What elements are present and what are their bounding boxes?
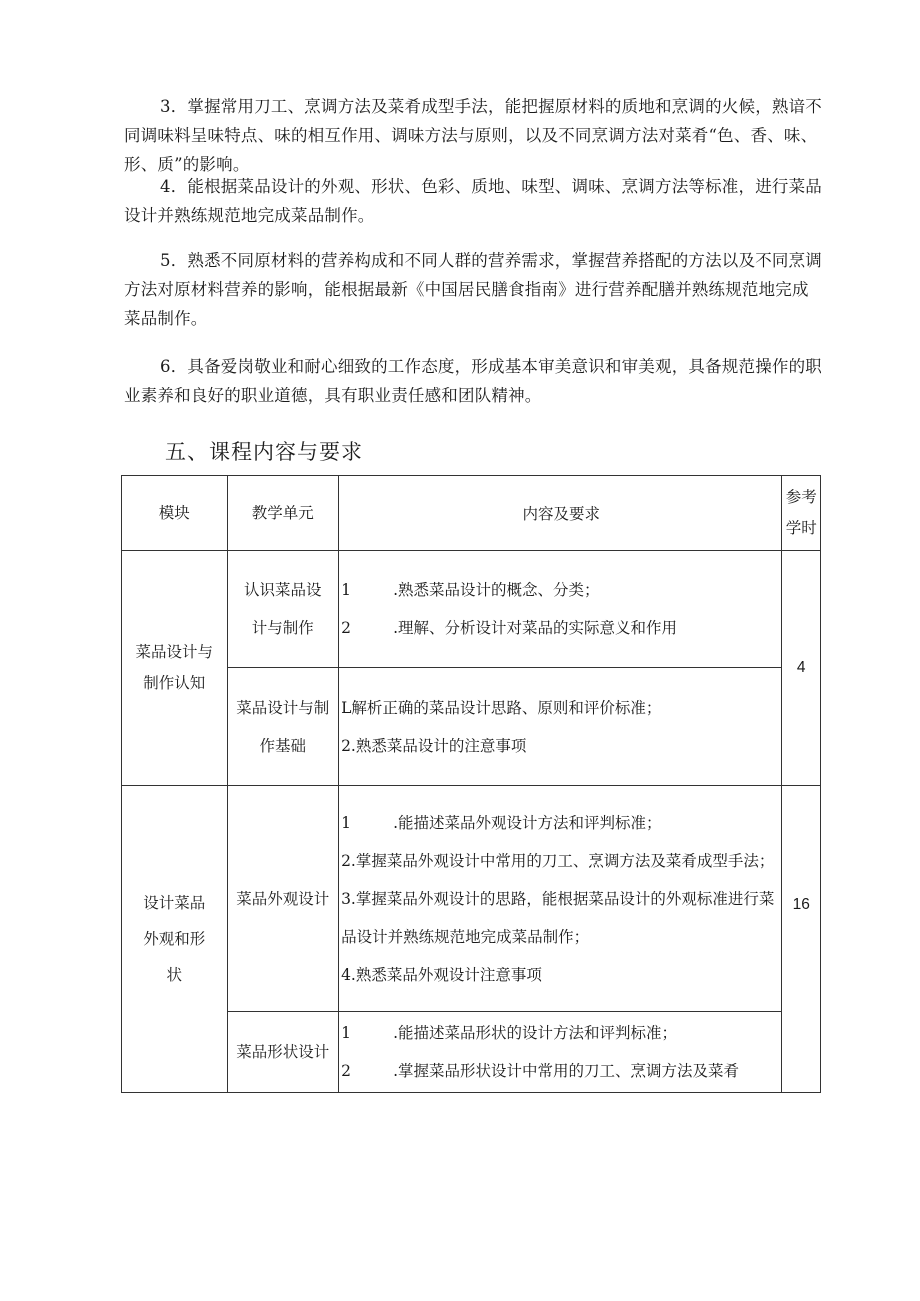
content-item: 3.掌握菜品外观设计的思路，能根据菜品设计的外观标准进行菜品设计并熟练规范地完成菜品制作； (341, 889, 775, 946)
content-item: 2.熟悉菜品设计的注意事项 (341, 736, 527, 755)
content-item: 4.熟悉菜品外观设计注意事项 (341, 965, 542, 984)
hours-cell: 16 (782, 786, 821, 1093)
section-title: 五、课程内容与要求 (165, 440, 363, 464)
table-row (122, 1012, 821, 1093)
paragraph-3: 3．掌握常用刀工、烹调方法及菜肴成型手法，能把握原材料的质地和烹调的火候，熟谙不同调味料呈味特点、味的相互作用、调味方法与原则，以及不同烹调方法对菜肴“色、香、味、形、质”的影响。 (124, 97, 822, 174)
content-item: 2 .理解、分析设计对菜品的实际意义和作用 (341, 619, 677, 637)
module-cell: 设计菜品外观和形状 (122, 786, 228, 1093)
content-item: 2.掌握菜品外观设计中常用的刀工、烹调方法及菜肴成型手法； (341, 851, 775, 870)
content-item: 1 .能描述菜品形状的设计方法和评判标准； (341, 1024, 677, 1042)
content-cell (339, 551, 782, 668)
paragraph-5: 5．熟悉不同原材料的营养构成和不同人群的营养需求，掌握营养搭配的方法以及不同烹调方法对原材料营养的影响，能根据最新《中国居民膳食指南》进行营养配膳并熟练规范地完成菜品制作。 (124, 251, 822, 328)
table-row (122, 551, 821, 668)
hours-cell: 4 (782, 551, 821, 786)
content-cell (339, 668, 782, 786)
content-item: L解析正确的菜品设计思路、原则和评价标准； (341, 698, 662, 717)
table-row (122, 786, 821, 1012)
content-item: 1 .熟悉菜品设计的概念、分类； (341, 581, 600, 599)
header-hours: 参考学时 (782, 476, 821, 551)
course-content-table (121, 475, 821, 1093)
content-cell (339, 786, 782, 1012)
content-cell (339, 1012, 782, 1093)
unit-cell: 认识菜品设计与制作 (227, 551, 339, 668)
table-row (122, 668, 821, 786)
header-unit: 教学单元 (227, 476, 339, 551)
header-content: 内容及要求 (339, 476, 782, 551)
unit-cell: 菜品外观设计 (227, 786, 339, 1012)
unit-cell: 菜品设计与制作基础 (227, 668, 339, 786)
header-module: 模块 (122, 476, 228, 551)
paragraph-6: 6．具备爱岗敬业和耐心细致的工作态度，形成基本审美意识和审美观，具备规范操作的职业素养和良好的职业道德，具有职业责任感和团队精神。 (124, 357, 822, 405)
unit-cell: 菜品形状设计 (227, 1012, 339, 1093)
module-cell: 菜品设计与制作认知 (122, 551, 228, 786)
paragraph-4: 4．能根据菜品设计的外观、形状、色彩、质地、味型、调味、烹调方法等标准，进行菜品设计并熟练规范地完成菜品制作。 (124, 177, 822, 225)
content-item: 1 .能描述菜品外观设计方法和评判标准； (341, 813, 662, 832)
content-item: 2 .掌握菜品形状设计中常用的刀工、烹调方法及菜肴 (341, 1062, 739, 1080)
table-header-row (122, 476, 821, 551)
